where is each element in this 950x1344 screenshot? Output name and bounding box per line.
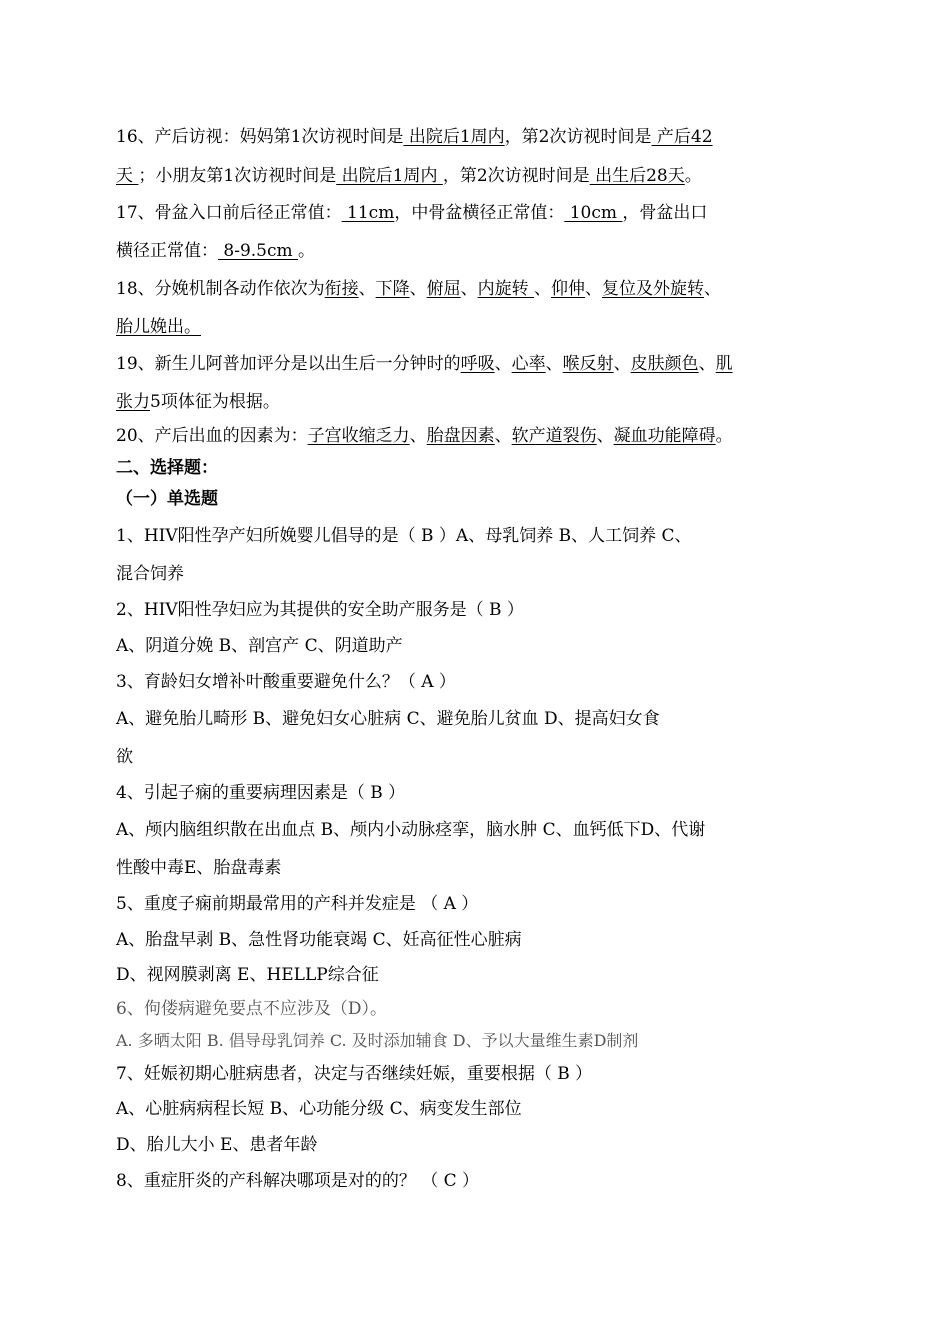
mc-q3-line1: 3、育龄妇女增补叶酸重要避免什么？（ A ）	[116, 672, 456, 692]
q16-line1	[116, 125, 816, 149]
question-text: 、	[698, 354, 716, 374]
question-text: 、	[534, 279, 552, 299]
answer-blank: 产后42	[651, 127, 713, 147]
mc-q1-line2: 混合饲养	[116, 564, 184, 584]
question-text: 20、产后出血的因素为：	[116, 426, 308, 446]
answer-blank: 张力	[116, 392, 150, 412]
question-text: 、	[613, 354, 631, 374]
answer-blank: 10cm	[564, 203, 623, 223]
question-text: ；小朋友第1次访视时间是	[138, 166, 337, 186]
section-title: 二、选择题：	[116, 458, 218, 478]
answer-blank: 喉反射	[562, 354, 614, 374]
question-text: ，中骨盆横径正常值：	[394, 203, 565, 223]
q20-line1	[116, 424, 816, 448]
answer-blank: 软产道裂伤	[511, 426, 597, 446]
answer-blank: 天	[116, 166, 139, 186]
q18-line1	[116, 277, 816, 301]
answer-blank: 衔接	[324, 279, 359, 299]
mc-q3-options-cont: 欲	[116, 747, 133, 767]
mc-q6-line1: 6、佝偻病避免要点不应涉及（D）。	[116, 999, 387, 1019]
mc-q2-options: A、阴道分娩 B、剖宫产 C、阴道助产	[116, 636, 403, 656]
mc-q7-options-cont: D、胎儿大小 E、患者年龄	[116, 1135, 318, 1155]
answer-blank: 出院后1周内	[403, 127, 505, 147]
question-text: 、	[494, 426, 512, 446]
mc-q3-options: A、避免胎儿畸形 B、避免妇女心脏病 C、避免胎儿贫血 D、提高妇女食	[116, 709, 660, 729]
question-text: 。	[684, 166, 702, 186]
q16-line2	[116, 164, 816, 188]
mc-q2-line1: 2、HIV阳性孕妇应为其提供的安全助产服务是（ B ）	[116, 600, 524, 620]
answer-blank: 胎盘因素	[426, 426, 495, 446]
q19-line2	[116, 390, 816, 414]
mc-q4-line1: 4、引起子痫的重要病理因素是（ B ）	[116, 783, 406, 803]
mc-q7-options: A、心脏病病程长短 B、心功能分级 C、病变发生部位	[116, 1099, 522, 1119]
mc-q5-line1: 5、重度子痫前期最常用的产科并发症是 （ A ）	[116, 894, 479, 914]
question-text: 16、产后访视：妈妈第1次访视时间是	[116, 127, 404, 147]
mc-q1-line1: 1、HIV阳性孕产妇所娩婴儿倡导的是（ B ）A、母乳饲养 B、人工饲养 C、	[116, 526, 692, 546]
question-text: 、	[358, 279, 376, 299]
q17-line1	[116, 201, 816, 225]
question-text: 横径正常值：	[116, 241, 218, 261]
mc-q6-options: A. 多晒太阳 B. 倡导母乳饲养 C. 及时添加辅食 D、予以大量维生素D制剂	[116, 1031, 639, 1050]
answer-blank: 皮肤颜色	[630, 354, 699, 374]
question-text: 、	[585, 279, 603, 299]
question-text: 5项体征为根据。	[150, 392, 280, 412]
mc-q5-options-cont: D、视网膜剥离 E、HELLP综合征	[116, 965, 379, 985]
answer-blank: 出生后28天	[589, 166, 685, 186]
answer-blank: 心率	[511, 354, 546, 374]
mc-q4-options: A、颅内脑组织散在出血点 B、颅内小动脉痉挛，脑水肿 C、血钙低下D、代谢	[116, 820, 706, 840]
question-text: 、	[545, 354, 563, 374]
subsection-title: （一）单选题	[116, 489, 218, 509]
answer-blank: 胎儿娩出。	[116, 317, 201, 337]
question-text: 。	[715, 426, 733, 446]
mc-q7-line1: 7、妊娠初期心脏病患者，决定与否继续妊娠，重要根据（ B ）	[116, 1064, 593, 1084]
question-text: 19、新生儿阿普加评分是以出生后一分钟时的	[116, 354, 461, 374]
question-text: ，第2次访视时间是	[442, 166, 590, 186]
q17-line2	[116, 239, 816, 263]
question-text: 18、分娩机制各动作依次为	[116, 279, 325, 299]
answer-blank: 复位及外旋转	[602, 279, 705, 299]
question-text: ，骨盆出口	[622, 203, 708, 223]
question-text: 、	[409, 279, 427, 299]
question-text: 、	[460, 279, 478, 299]
mc-q8-line1: 8、重症肝炎的产科解决哪项是对的的？ （ C ）	[116, 1171, 480, 1191]
answer-blank: 仰伸	[551, 279, 586, 299]
answer-blank: 下降	[375, 279, 410, 299]
answer-blank: 内旋转	[477, 279, 535, 299]
question-text: 、	[494, 354, 512, 374]
question-text: 、	[409, 426, 427, 446]
mc-q5-options: A、胎盘早剥 B、急性肾功能衰竭 C、妊高征性心脏病	[116, 930, 522, 950]
question-text: 17、骨盆入口前后径正常值：	[116, 203, 342, 223]
answer-blank: 俯屈	[426, 279, 461, 299]
question-text: 、	[596, 426, 614, 446]
question-text: 。	[298, 241, 316, 261]
question-text: 、	[704, 279, 722, 299]
answer-blank: 肌	[715, 354, 733, 374]
answer-blank: 11cm	[341, 203, 395, 223]
mc-q4-options-cont: 性酸中毒E、胎盘毒素	[116, 858, 282, 878]
answer-blank: 子宫收缩乏力	[307, 426, 410, 446]
answer-blank: 凝血功能障碍	[613, 426, 716, 446]
answer-blank: 出院后1周内	[336, 166, 443, 186]
q19-line1	[116, 352, 816, 376]
q18-line2	[116, 315, 816, 339]
answer-blank: 呼吸	[460, 354, 495, 374]
answer-blank: 8-9.5cm	[218, 241, 299, 261]
question-text: ，第2次访视时间是	[504, 127, 652, 147]
